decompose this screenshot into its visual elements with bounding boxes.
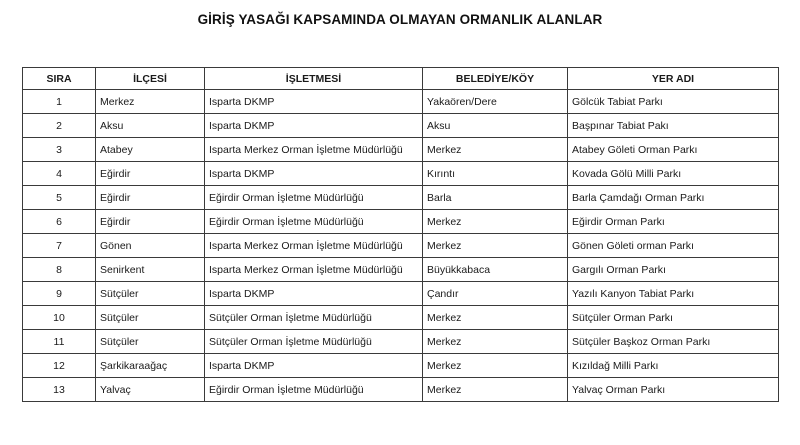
cell-sira: 11: [23, 330, 96, 354]
cell-isletmesi: Isparta DKMP: [205, 162, 423, 186]
cell-yer-adi: Atabey Göleti Orman Parkı: [568, 138, 779, 162]
cell-belediye-koy: Merkez: [423, 354, 568, 378]
cell-yer-adi: Başpınar Tabiat Pakı: [568, 114, 779, 138]
cell-sira: 12: [23, 354, 96, 378]
cell-isletmesi: Eğirdir Orman İşletme Müdürlüğü: [205, 378, 423, 402]
cell-isletmesi: Isparta DKMP: [205, 90, 423, 114]
cell-belediye-koy: Kırıntı: [423, 162, 568, 186]
cell-sira: 13: [23, 378, 96, 402]
cell-ilcesi: Merkez: [96, 90, 205, 114]
cell-ilcesi: Sütçüler: [96, 330, 205, 354]
cell-isletmesi: Isparta Merkez Orman İşletme Müdürlüğü: [205, 234, 423, 258]
cell-ilcesi: Aksu: [96, 114, 205, 138]
cell-isletmesi: Isparta DKMP: [205, 114, 423, 138]
cell-yer-adi: Barla Çamdağı Orman Parkı: [568, 186, 779, 210]
cell-sira: 1: [23, 90, 96, 114]
cell-belediye-koy: Merkez: [423, 378, 568, 402]
cell-yer-adi: Yalvaç Orman Parkı: [568, 378, 779, 402]
cell-sira: 7: [23, 234, 96, 258]
header-sira: SIRA: [23, 68, 96, 90]
table-row: [23, 234, 779, 258]
cell-ilcesi: Yalvaç: [96, 378, 205, 402]
cell-sira: 10: [23, 306, 96, 330]
header-yer-adi: YER ADI: [568, 68, 779, 90]
table-row: [23, 378, 779, 402]
cell-yer-adi: Sütçüler Orman Parkı: [568, 306, 779, 330]
cell-sira: 3: [23, 138, 96, 162]
table-row: [23, 186, 779, 210]
cell-ilcesi: Atabey: [96, 138, 205, 162]
table-row: [23, 114, 779, 138]
cell-ilcesi: Sütçüler: [96, 306, 205, 330]
cell-yer-adi: Kızıldağ Milli Parkı: [568, 354, 779, 378]
cell-sira: 8: [23, 258, 96, 282]
cell-belediye-koy: Aksu: [423, 114, 568, 138]
header-ilcesi: İLÇESİ: [96, 68, 205, 90]
header-belediye-koy: BELEDİYE/KÖY: [423, 68, 568, 90]
cell-belediye-koy: Barla: [423, 186, 568, 210]
cell-isletmesi: Sütçüler Orman İşletme Müdürlüğü: [205, 330, 423, 354]
cell-belediye-koy: Merkez: [423, 306, 568, 330]
cell-ilcesi: Sütçüler: [96, 282, 205, 306]
cell-isletmesi: Isparta DKMP: [205, 354, 423, 378]
cell-sira: 6: [23, 210, 96, 234]
cell-yer-adi: Kovada Gölü Milli Parkı: [568, 162, 779, 186]
cell-yer-adi: Eğirdir Orman Parkı: [568, 210, 779, 234]
cell-ilcesi: Senirkent: [96, 258, 205, 282]
header-isletmesi: İŞLETMESİ: [205, 68, 423, 90]
table-row: [23, 210, 779, 234]
table-row: [23, 258, 779, 282]
cell-yer-adi: Yazılı Kanyon Tabiat Parkı: [568, 282, 779, 306]
table-row: [23, 306, 779, 330]
cell-ilcesi: Şarkikaraağaç: [96, 354, 205, 378]
cell-ilcesi: Gönen: [96, 234, 205, 258]
cell-ilcesi: Eğirdir: [96, 186, 205, 210]
cell-sira: 5: [23, 186, 96, 210]
cell-belediye-koy: Büyükkabaca: [423, 258, 568, 282]
table-row: [23, 282, 779, 306]
cell-isletmesi: Eğirdir Orman İşletme Müdürlüğü: [205, 186, 423, 210]
cell-belediye-koy: Merkez: [423, 234, 568, 258]
cell-isletmesi: Isparta Merkez Orman İşletme Müdürlüğü: [205, 138, 423, 162]
cell-yer-adi: Gönen Göleti orman Parkı: [568, 234, 779, 258]
table-row: [23, 138, 779, 162]
cell-isletmesi: Sütçüler Orman İşletme Müdürlüğü: [205, 306, 423, 330]
cell-belediye-koy: Merkez: [423, 138, 568, 162]
page-title: GİRİŞ YASAĞI KAPSAMINDA OLMAYAN ORMANLIK ALANLAR: [197, 12, 603, 27]
cell-isletmesi: Isparta Merkez Orman İşletme Müdürlüğü: [205, 258, 423, 282]
cell-sira: 2: [23, 114, 96, 138]
cell-belediye-koy: Yakaören/Dere: [423, 90, 568, 114]
cell-yer-adi: Gargılı Orman Parkı: [568, 258, 779, 282]
cell-belediye-koy: Merkez: [423, 330, 568, 354]
cell-isletmesi: Isparta DKMP: [205, 282, 423, 306]
cell-isletmesi: Eğirdir Orman İşletme Müdürlüğü: [205, 210, 423, 234]
cell-ilcesi: Eğirdir: [96, 210, 205, 234]
cell-belediye-koy: Merkez: [423, 210, 568, 234]
forest-areas-table: [22, 67, 779, 402]
cell-sira: 4: [23, 162, 96, 186]
table-row: [23, 90, 779, 114]
cell-yer-adi: Sütçüler Başkoz Orman Parkı: [568, 330, 779, 354]
table-row: [23, 330, 779, 354]
cell-ilcesi: Eğirdir: [96, 162, 205, 186]
table-row: [23, 162, 779, 186]
cell-sira: 9: [23, 282, 96, 306]
table-header-row: [23, 68, 779, 90]
cell-yer-adi: Gölcük Tabiat Parkı: [568, 90, 779, 114]
cell-belediye-koy: Çandır: [423, 282, 568, 306]
table-row: [23, 354, 779, 378]
table-body: [23, 90, 779, 402]
